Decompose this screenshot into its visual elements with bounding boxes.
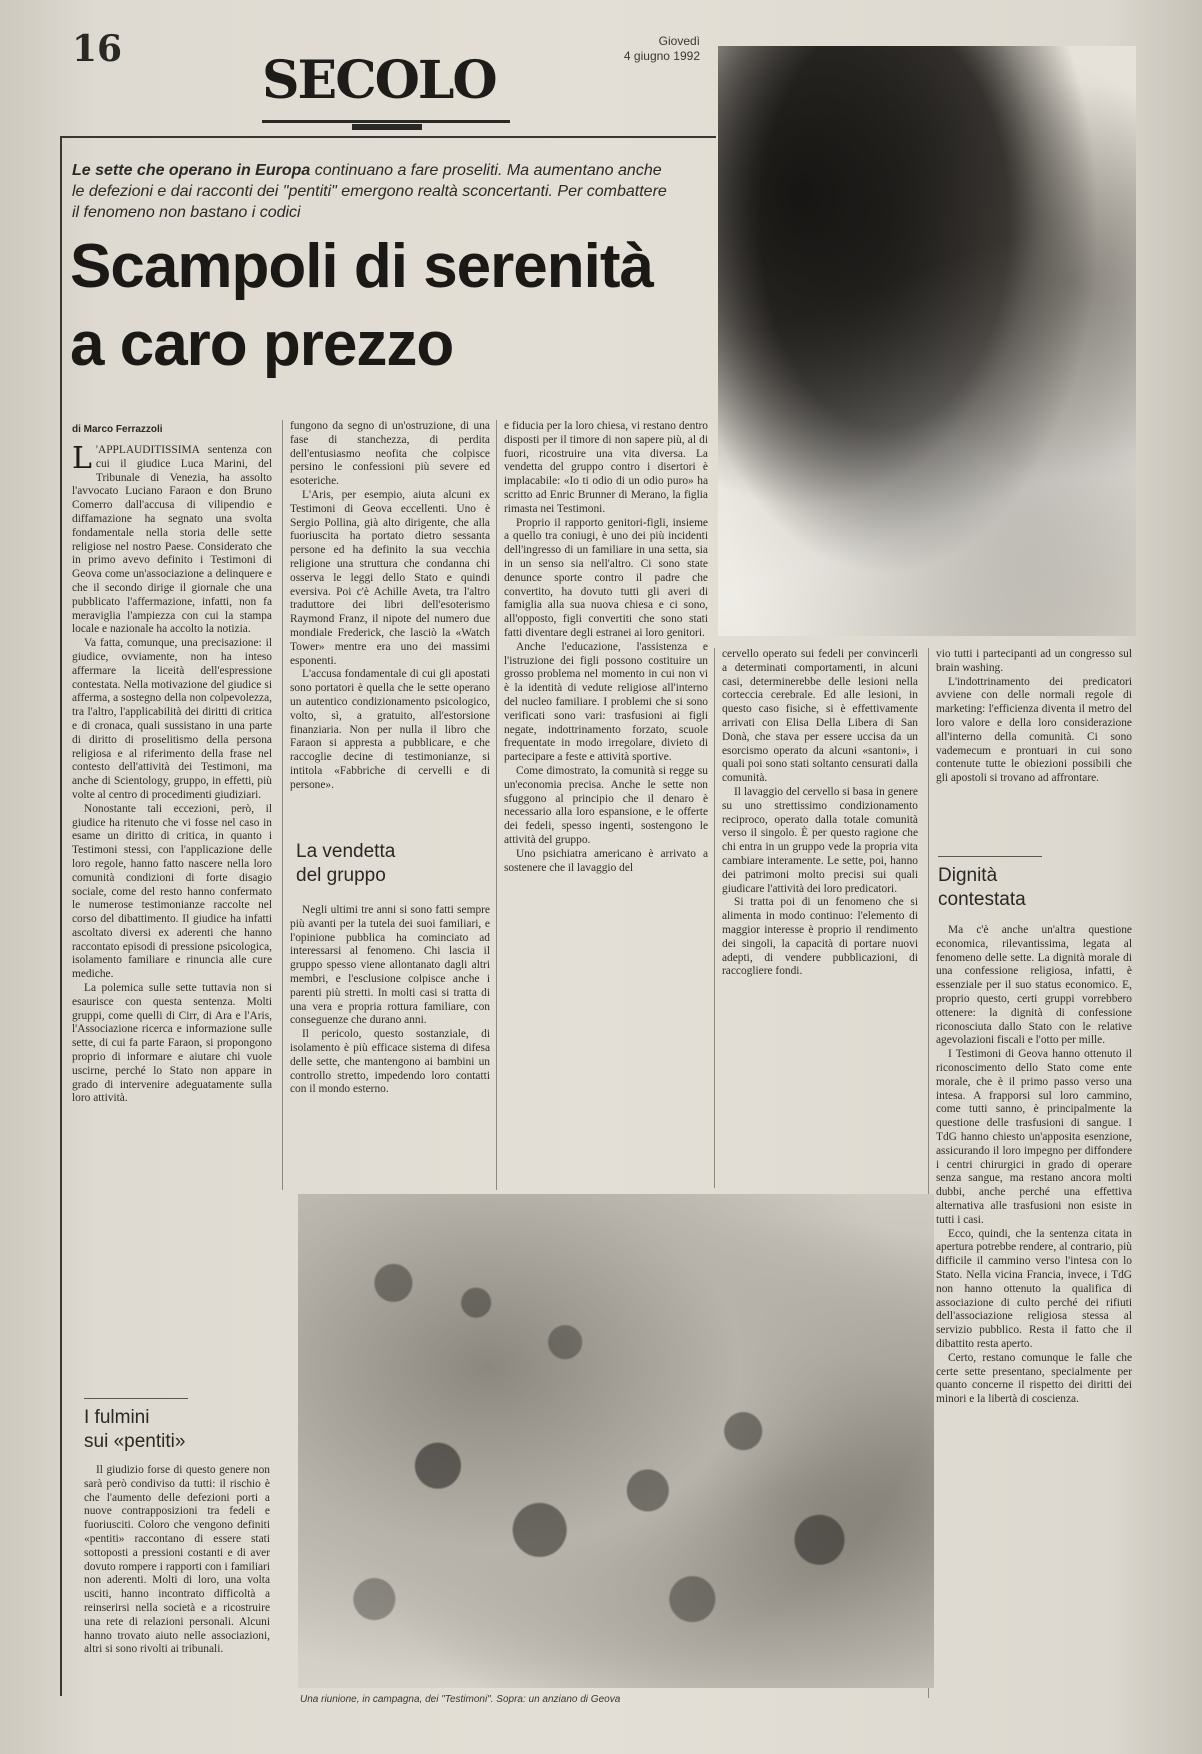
subhead-rule-1 xyxy=(84,1398,188,1399)
article-column-1 xyxy=(72,444,272,1386)
col2-paragraph-5: Il pericolo, questo sostanziale, di isolamento è più efficace sistema di difesa delle sette, che mantengono ai bambini un controllo stretto, impedendo loro contatti con il mondo esterno. xyxy=(290,1028,490,1096)
subhead-dignita-line-1: Dignità xyxy=(938,865,998,886)
subhead-rule-3 xyxy=(938,856,1042,857)
col5-paragraph-4: I Testimoni di Geova hanno ottenuto il riconoscimento dello Stato come ente morale, che è il primo passo verso una intesa. A frapporsi sul loro cammino, come tutti sanno, è principalmente la questione delle trasfusioni di sangue. I TdG hanno chiesto un'apposita esenzione, assicurando il loro impegno per diffondere i centri chirurgici in grado di operare senza sangue, ma restano ancora molti dubbi, anche perché una effettiva alternativa alle trasfusioni non esiste in tutti i casi. xyxy=(936,1048,1132,1226)
page-number: 16 xyxy=(72,28,123,70)
article-column-1-continued xyxy=(84,1464,270,1696)
article-kicker xyxy=(72,160,672,223)
photo-shading xyxy=(718,46,1136,636)
subhead-vendetta-line-1: La vendetta xyxy=(296,841,396,862)
col5-paragraph-2: L'indottrinamento dei predicatori avviene con delle normali regole di marketing: l'efficienza diventa il metro del loro valore e della loro considerazione all'interno della comunità. Ci sono vademecum e prontuari in cui sono contenute tutte le obiezioni possibili che gli apostoli si trovano ad affrontare. xyxy=(936,675,1132,785)
col1-paragraph-1: 'APPLAUDITISSIMA sentenza con cui il giudice Luca Marini, del Tribunale di Venezia, ha assolto l'avvocato Luciano Faraon e don Bruno Comerro dall'accusa di vilipendio e diffamazione ha segnato una svolta fondamentale nella storia delle sette religiose nel nostro Paese. Considerato che in primo avevo definito i Testimoni di Geova come un'associazione a delinquere e che il secondo dirige il giornale che una pubblicato l'affermazione, infatti, non fa meraviglia l'ampiezza con cui la stampa locale e nazionale ha accolto la notizia. xyxy=(72,444,272,636)
article-column-3 xyxy=(504,420,708,1188)
byline: di Marco Ferrazzoli xyxy=(72,424,163,435)
article-column-4 xyxy=(722,648,918,1188)
col1-paragraph-3: Nonostante tali eccezioni, però, il giudice ha ritenuto che vi fosse nel caso in esame un diritto di critica, in quanto i Testimoni stessi, con l'applicazione delle loro regole, hanno fatto nascere nella loro comunità condizioni di forte disagio sociale, come del resto hanno confermato le numerose testimonianze raccolte nel corso del dibattimento. Il giudice ha infatti ascoltato diversi ex aderenti che hanno raccontato episodi di pressione psicologica, isolamento familiare e rinuncia alle cure mediche. xyxy=(72,802,272,981)
col2-paragraph-2: L'Aris, per esempio, aiuta alcuni ex Testimoni di Geova eccellenti. Uno è Sergio Pollina, già alto dirigente, che alla fuoriuscita ha portato dietro sessanta persone ed ha definito la sua vecchia religione una struttura che condanna chi osserva le leggi dello Stato e quindi eversiva. Poi c'è Achille Aveta, tra l'altro traduttore dei libri dell'esoterismo Raymond Franz, il nipote del numero due mondiale Frederick, che lasciò la «Watch Tower» mentre era uno dei massimi esponenti. xyxy=(290,488,490,667)
article-column-5-continued xyxy=(936,924,1132,1694)
kicker-text: continuano a fare proseliti. Ma aumentano anche le defezioni e dai racconti dei "pentiti" emergono realtà sconcertanti. Per combattere il fenomeno non bastano i codici xyxy=(72,162,667,221)
col3-paragraph-1: e fiducia per la loro chiesa, vi restano dentro disposti per il timore di non sapere più, al di fuori, ricostruire una vita diversa. La vendetta del gruppo contro i disertori è implacabile: «Io ti odio di un odio puro» ha scritto ad Enric Brunner di Merano, la figlia rimasta nei Testimoni. xyxy=(504,420,708,515)
photo-figures xyxy=(298,1194,934,1688)
header-rule xyxy=(60,136,716,138)
drop-cap: L xyxy=(72,444,92,476)
col5-paragraph-3: Ma c'è anche un'altra questione economica, rilevantissima, legata al fenomeno delle sette. La dignità morale di una confessione religiosa, infatti, è essenziale per il suo status economico. E, proprio questo, certi gruppi vorrebbero ottenere: la dignità di confessione riconosciuta dallo Stato con le relative agevolazioni fiscali e l'otto per mille. xyxy=(936,924,1132,1047)
masthead-title: SECOLO xyxy=(262,50,496,111)
article-column-2 xyxy=(290,420,490,830)
column-rule-3 xyxy=(714,648,715,1188)
col4-paragraph-2: Il lavaggio del cervello si basa in genere su uno strettissimo condizionamento reciproco, operato dalla totale comunità verso il singolo. È per questo ragione che chi entra in un gruppo vede la propria vita cambiare interamente. Le sette, poi, hanno dei patrimoni molto precisi sui quali giudicare l'attività dei loro predicatori. xyxy=(722,785,918,895)
article-column-5 xyxy=(936,648,1132,844)
headline-line-1: Scampoli di serenità xyxy=(70,232,653,301)
bottom-photo-group-gathering xyxy=(298,1194,934,1688)
subhead-fulmini-line-1: I fulmini xyxy=(84,1407,150,1428)
photo-caption: Una riunione, in campagna, dei "Testimoni". Sopra: un anziano di Geova xyxy=(300,1694,621,1705)
col5-paragraph-5: Ecco, quindi, che la sentenza citata in apertura potrebbe rendere, al contrario, più difficile il cammino verso l'intesa con lo Stato. Nella vicina Francia, invece, i TdG non hanno ottenuto la qualifica di associazione di culto perché dei rifiuti dell'associazione religiosa stessa al servizio pubblico. Resta il fatto che il dibattito resta aperto. xyxy=(936,1227,1132,1350)
left-border-rule xyxy=(60,136,62,1696)
col3-paragraph-4: Come dimostrato, la comunità si regge su un'economia precisa. Anche le sette non sfuggono al principio che il denaro è necessario alla loro espansione, e le offerte dei fedeli, spesso ingenti, sostengono le attività del gruppo. xyxy=(504,764,708,846)
subhead-fulmini xyxy=(84,1406,274,1454)
col3-paragraph-5: Uno psichiatra americano è arrivato a sostenere che il lavaggio del xyxy=(504,847,708,874)
subhead-fulmini-line-2: sui «pentiti» xyxy=(84,1431,186,1452)
col2-paragraph-3: L'accusa fondamentale di cui gli apostati sono portatori è quella che le sette operano un autentico condizionamento psicologico, volto, sì, a gratuito, all'estorsione finanziaria. Non per nulla il libro che Faraon si appresta a pubblicare, e che raccoglie decine di testimonianze, si intitola «Fabbriche di cervelli e di persone». xyxy=(290,668,490,791)
masthead-underline xyxy=(352,124,422,130)
masthead xyxy=(262,46,510,123)
subhead-dignita-line-2: contestata xyxy=(938,889,1026,910)
col4-paragraph-3: Si tratta poi di un fenomeno che si alimenta in modo continuo: l'elemento di maggior interesse è proprio il rendimento dei singoli, la capacità di portare nuovi adepti, di vendere pubblicazioni, di raccogliere fondi. xyxy=(722,896,918,978)
article-headline xyxy=(70,228,710,384)
subhead-vendetta-line-2: del gruppo xyxy=(296,865,386,886)
col5-paragraph-1: vio tutti i partecipanti ad un congresso sul brain washing. xyxy=(936,648,1132,674)
col4-paragraph-1: cervello operato sui fedeli per convincerli a determinati comportamenti, in alcuni casi, determinerebbe delle lesioni nella corteccia cerebrale. Ed alle lesioni, in questo caso fisiche, si è effettivamente arrivati con Elisa Della Libera di San Donà, che stava per essere uccisa da un esorcismo operato da alcuni «santoni», i quali poi sono stati soltanto censurati dalla comunità. xyxy=(722,648,918,785)
column-rule-2 xyxy=(496,420,497,1190)
col2-paragraph-1: fungono da segno di un'ostruzione, di una fase di stanchezza, di perdita dell'entusiasmo neofita che colpisce persino le confessioni più severe ed esoteriche. xyxy=(290,420,490,488)
col5-paragraph-6: Certo, restano comunque le falle che certe sette presentano, specialmente per quanto concerne il rispetto dei diritti dei minori e la libertà di coscienza. xyxy=(936,1351,1132,1406)
col1-paragraph-4: La polemica sulle sette tuttavia non si esaurisce con questa sentenza. Molti gruppi, come quelli di Cirr, di Ara e l'Aris, l'Associazione ricerca e informazione sulle sette, di cui fa parte Faraon, si propongono proprio di informare e aiutare chi vuole uscirne, perché lo Stato non appare in grado di intervenire adeguatamente sulla loro attività. xyxy=(72,982,272,1105)
col3-paragraph-3: Anche l'educazione, l'assistenza e l'istruzione dei figli possono costituire un grosso problema nel momento in cui non vi è la identità di vedute religiose all'interno del nucleo familiare. I problemi che si sono verificati sono vari: trasfusioni ai figli negate, indottrinamento forzato, scuole frequentate in modo irregolare, divieto di partecipare a feste e attività sportive. xyxy=(504,640,708,764)
issue-day: 4 giugno 1992 xyxy=(623,49,700,63)
col1-paragraph-2: Va fatta, comunque, una precisazione: il giudice, ovviamente, non ha inteso affermare la liceità dell'espressione contestata. Nella motivazione del giudice si afferma, a sostegno della non colpevolezza, tra l'altro, l'applicabilità dei diritti di critica e di cronaca, quali sussistano in una parte di diritto di proselitismo della persona religiosa e al riferimento della frase nel contesto dell'attività dei Testimoni, ma anche di Scientology, gruppo, in effetti, più volte al centro di procedimenti giudiziari. xyxy=(72,637,272,801)
headline-line-2: a caro prezzo xyxy=(70,310,454,379)
col2-paragraph-4: Negli ultimi tre anni si sono fatti sempre più avanti per la tutela dei suoi familiari, e l'opinione pubblica ha cominciato ad interessarsi al fenomeno. Chi lascia il gruppo spesso viene allontanato dagli altri membri, e l'esclusione colpisce anche i parenti più stretti. In molti casi si tratta di una vera e propria rottura familiare, con conseguenze che durano anni. xyxy=(290,904,490,1027)
col1-paragraph-5: Il giudizio forse di questo genere non sarà però condiviso da tutti: il rischio è che l'aumento delle defezioni porti a nuove contrapposizioni tra fedeli e fuoriusciti. Coloro che vengono definiti «pentiti» raccontano di essere stati sottoposti a pressioni costanti e di aver dovuto rompere i rapporti con i familiari non aderenti. Molti di loro, una volta usciti, hanno incontrato difficoltà a reinserirsi nella società e a ricostruire una rete di relazioni personali. Alcuni hanno trovato aiuto nelle associazioni, altri si sono rivolti ai tribunali. xyxy=(84,1464,270,1656)
issue-weekday: Giovedì xyxy=(658,34,700,48)
top-photo-elderly-man xyxy=(718,46,1136,636)
column-rule-1 xyxy=(282,420,283,1190)
subhead-dignita xyxy=(938,864,1128,912)
article-column-2-continued xyxy=(290,904,490,1188)
kicker-lead: Le sette che operano in Europa xyxy=(72,162,311,179)
issue-date xyxy=(616,34,700,64)
subhead-vendetta xyxy=(296,840,486,888)
col3-paragraph-2: Proprio il rapporto genitori-figli, insieme a quello tra coniugi, è uno dei più incidenti dell'ingresso di un familiare in una setta, sia in un senso sia nell'altro. Ci sono state denunce sporte contro il padre che convertito, ha dovuto tutti gli averi di famiglia alla sua nuova chiesa e ci sono, all'opposto, figli convertiti che sono stati fatti diventare degli estranei ai loro genitori. xyxy=(504,516,708,639)
